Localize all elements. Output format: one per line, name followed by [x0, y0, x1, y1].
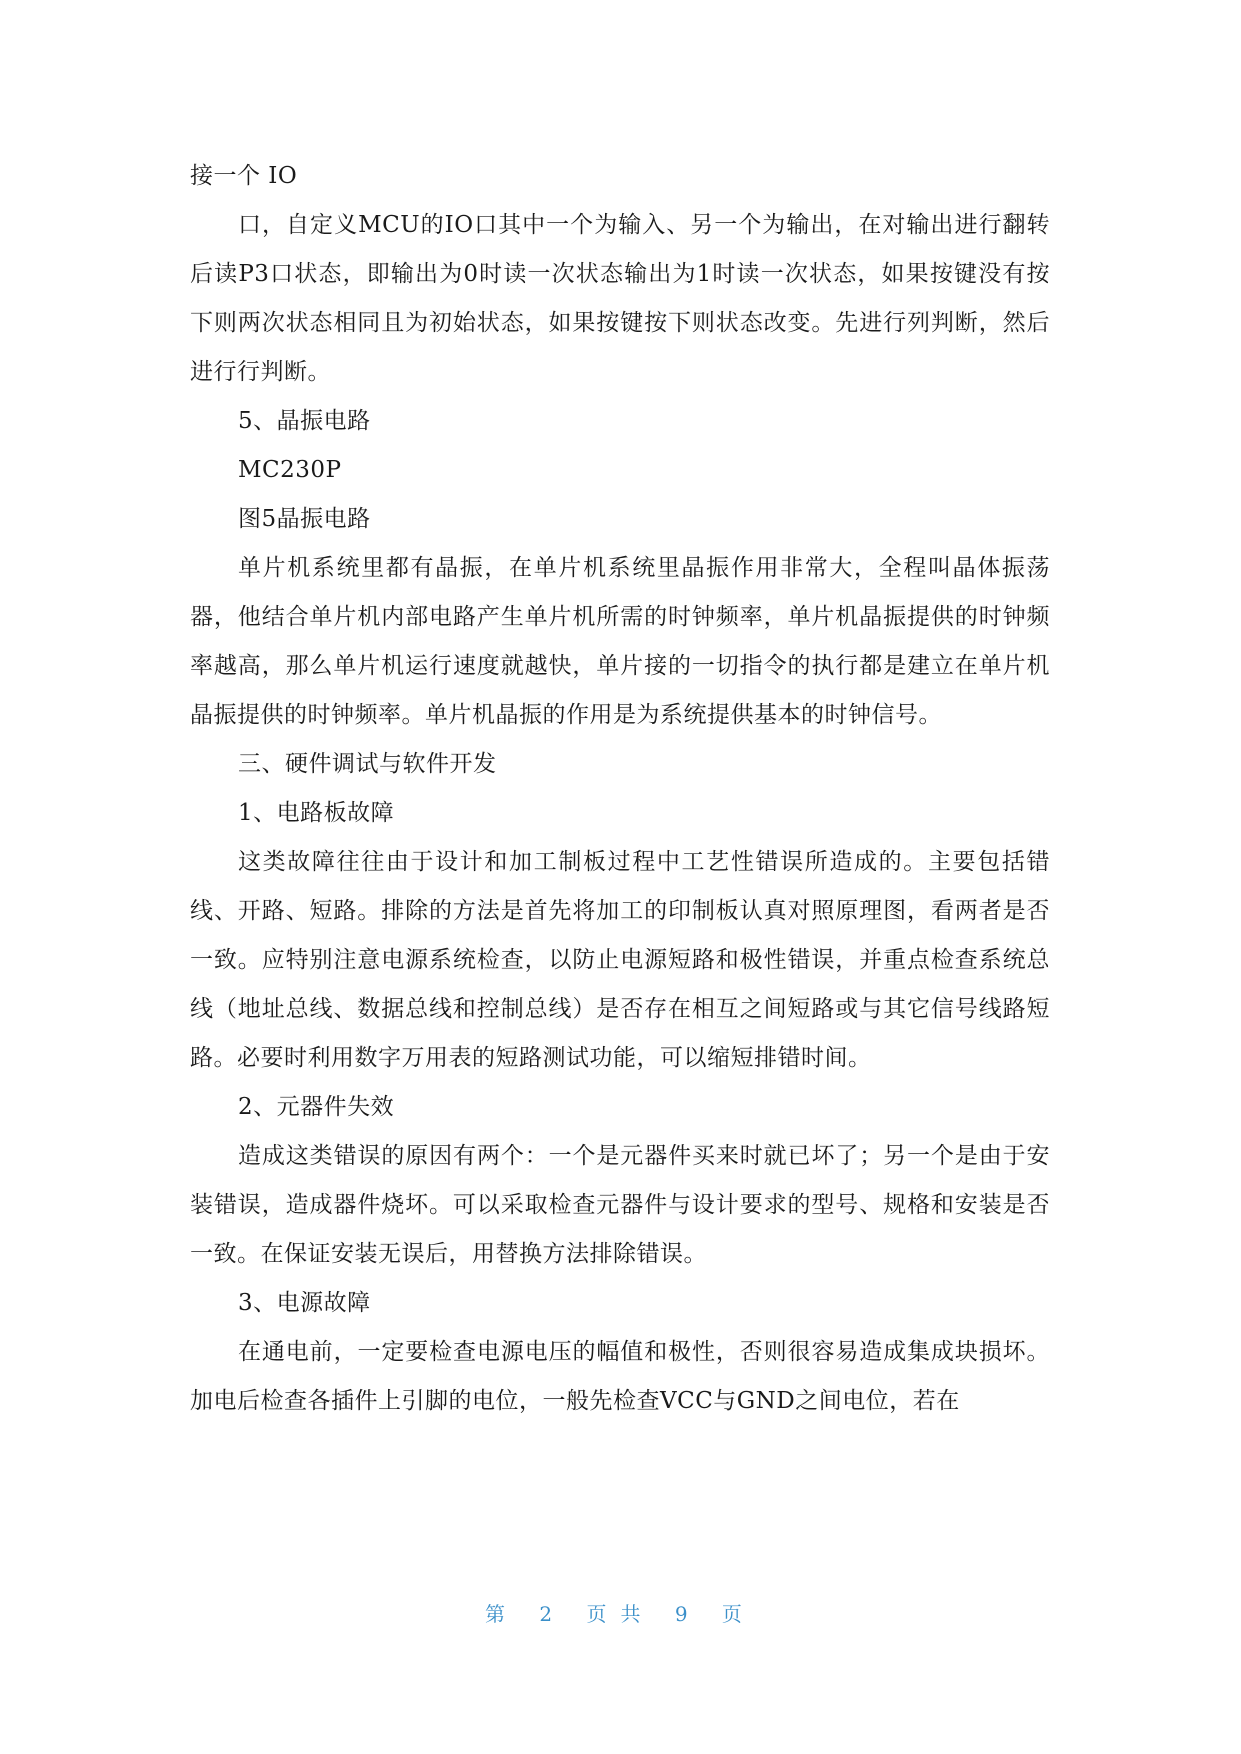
paragraph-io-description: 口，自定义MCU的IO口其中一个为输入、另一个为输出，在对输出进行翻转后读P3口状态，即输出为0时读一次状态输出为1时读一次状态，如果按键没有按下则两次状态相同且为初始状态，如果按键按下则状态改变。先进行列判断，然后进行行判断。 [190, 212, 1050, 385]
paragraph-board-fault: 这类故障往往由于设计和加工制板过程中工艺性错误所造成的。主要包括错线、开路、短路。排除的方法是首先将加工的印制板认真对照原理图，看两者是否一致。应特别注意电源系统检查，以防止电源短路和极性错误，并重点检查系统总线（地址总线、数据总线和控制总线）是否存在相互之间短路或与其它信号线路短路。必要时利用数字万用表的短路测试功能，可以缩短排错时间。 [190, 849, 1050, 1071]
section-heading-component-failure: 2、元器件失效 [238, 1094, 395, 1120]
section-heading-board-fault: 1、电路板故障 [238, 800, 395, 826]
page-number-footer: 第 2 页共 9 页 [485, 1602, 756, 1626]
paragraph-power-fault: 在通电前，一定要检查电源电压的幅值和极性，否则很容易造成集成块损坏。加电后检查各插件上引脚的电位，一般先检查VCC与GND之间电位，若在 [190, 1339, 1050, 1414]
paragraph-continuation: 接一个 IO [190, 163, 298, 189]
figure-caption: 图5晶振电路 [238, 506, 371, 532]
section-heading-power-fault: 3、电源故障 [238, 1290, 371, 1316]
paragraph-component-failure: 造成这类错误的原因有两个：一个是元器件买来时就已坏了；另一个是由于安装错误，造成器件烧坏。可以采取检查元器件与设计要求的型号、规格和安装是否一致。在保证安装无误后，用替换方法排除错误。 [190, 1143, 1050, 1267]
chapter-heading-debug: 三、硬件调试与软件开发 [238, 751, 497, 777]
paragraph-crystal-description: 单片机系统里都有晶振，在单片机系统里晶振作用非常大，全程叫晶体振荡器，他结合单片机内部电路产生单片机所需的时钟频率，单片机晶振提供的时钟频率越高，那么单片机运行速度就越快，单片接的一切指令的执行都是建立在单片机晶振提供的时钟频率。单片机晶振的作用是为系统提供基本的时钟信号。 [190, 555, 1050, 728]
component-label: MC230P [238, 457, 342, 483]
document-body [190, 152, 1050, 1426]
section-heading-crystal-circuit: 5、晶振电路 [238, 408, 371, 434]
